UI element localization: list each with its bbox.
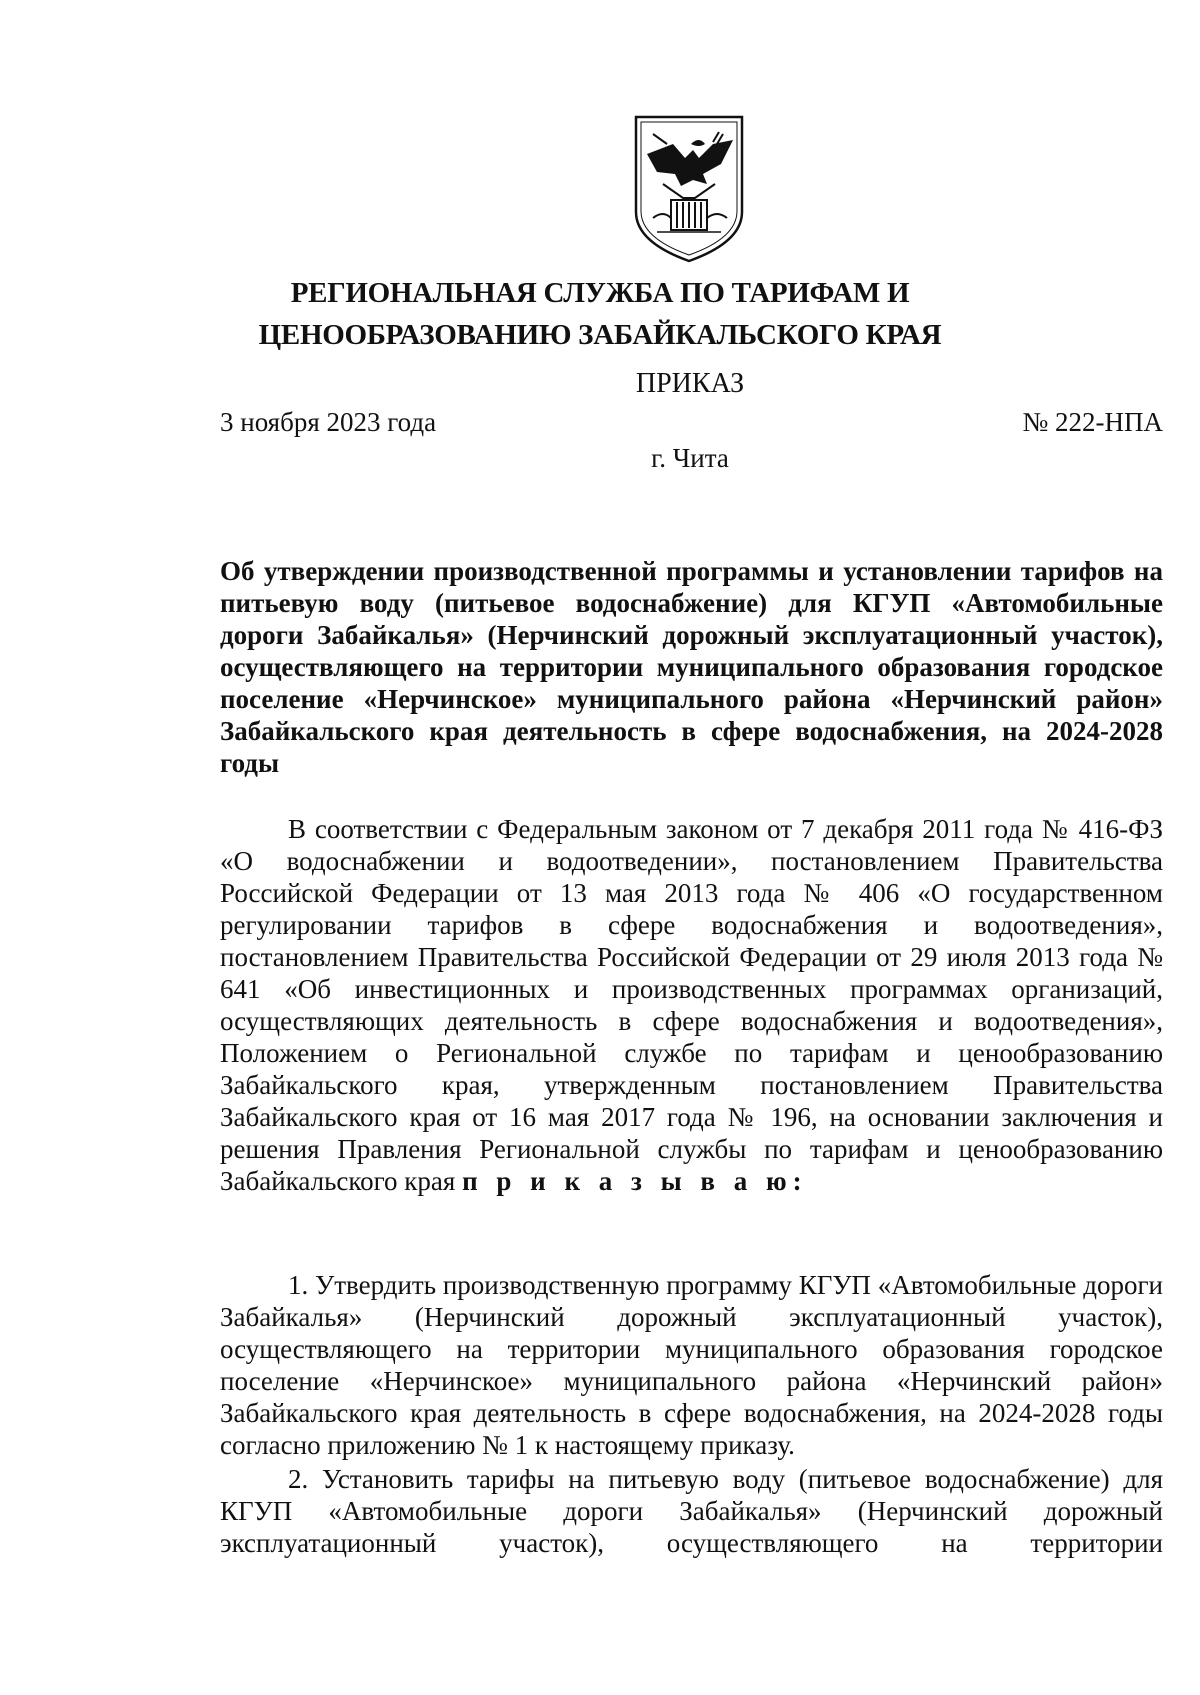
document-number: № 222-НПА [1022,407,1163,437]
document-subject: Об утверждении производственной программы и установлении тарифов на питьевую воду (питьевое водоснабжение) для КГУП «Автомобильные дороги Забайкалья» (Нерчинский дорожный эксплуатационный участок), осуществляющего на территории муниципального образования городское поселение «Нерчинское» муниципального района «Нерчинский район» Забайкальского края деятельность в сфере водоснабжения, на 2024-2028 годы [220,556,1163,778]
order-item: 2. Установить тарифы на питьевую воду (питьевое водоснабжение) для КГУП «Автомобильные дороги Забайкалья» (Нерчинский дорожный эксплуатационный участок), осуществляющего на территории [220,1464,1163,1558]
document-date: 3 ноября 2023 года [220,407,437,437]
preamble [220,813,1163,1197]
order-word: п р и к а з ы в а ю: [462,1166,808,1196]
order-item: 1. Утвердить производственную программу КГУП «Автомобильные дороги Забайкалья» (Нерчинский дорожный эксплуатационный участок), осуществляющего на территории муниципального образования городское поселение «Нерчинское» муниципального района «Нерчинский район» Забайкальского края деятельность в сфере водоснабжения, на 2024-2028 годы согласно приложению № 1 к настоящему приказу. [220,1270,1163,1460]
document-type: ПРИКАЗ [635,368,745,399]
preamble-paragraph [220,813,1163,1197]
order-items [220,1269,1163,1561]
document-city: г. Чита [651,443,729,473]
organization-title: РЕГИОНАЛЬНАЯ СЛУЖБА ПО ТАРИФАМ И ЦЕНООБРАЗОВАНИЮ ЗАБАЙКАЛЬСКОГО КРАЯ [258,277,942,351]
coat-of-arms-icon [633,114,745,264]
preamble-text: В соответствии с Федеральным законом от 7 декабря 2011 года № 416-ФЗ «О водоснабжении и водоотведении», постановлением Правительства Российской Федерации от 13 мая 2013 года № 406 «О государственном регулировании тарифов в сфере водоснабжения и водоотведения», постановлением Правительства Российской Федерации от 29 июля 2013 года № 641 «Об инвестиционных и производственных программах организаций, осуществляющих деятельность в сфере водоснабжения и водоотведения», Положением о Региональной службе по тарифам и ценообразованию Забайкальского края, утвержденным постановлением Правительства Забайкальского края от 16 мая 2017 года № 196, на основании заключения и решения Правления Региональной службы по тарифам и ценообразованию Забайкальского края [220,814,1163,1196]
